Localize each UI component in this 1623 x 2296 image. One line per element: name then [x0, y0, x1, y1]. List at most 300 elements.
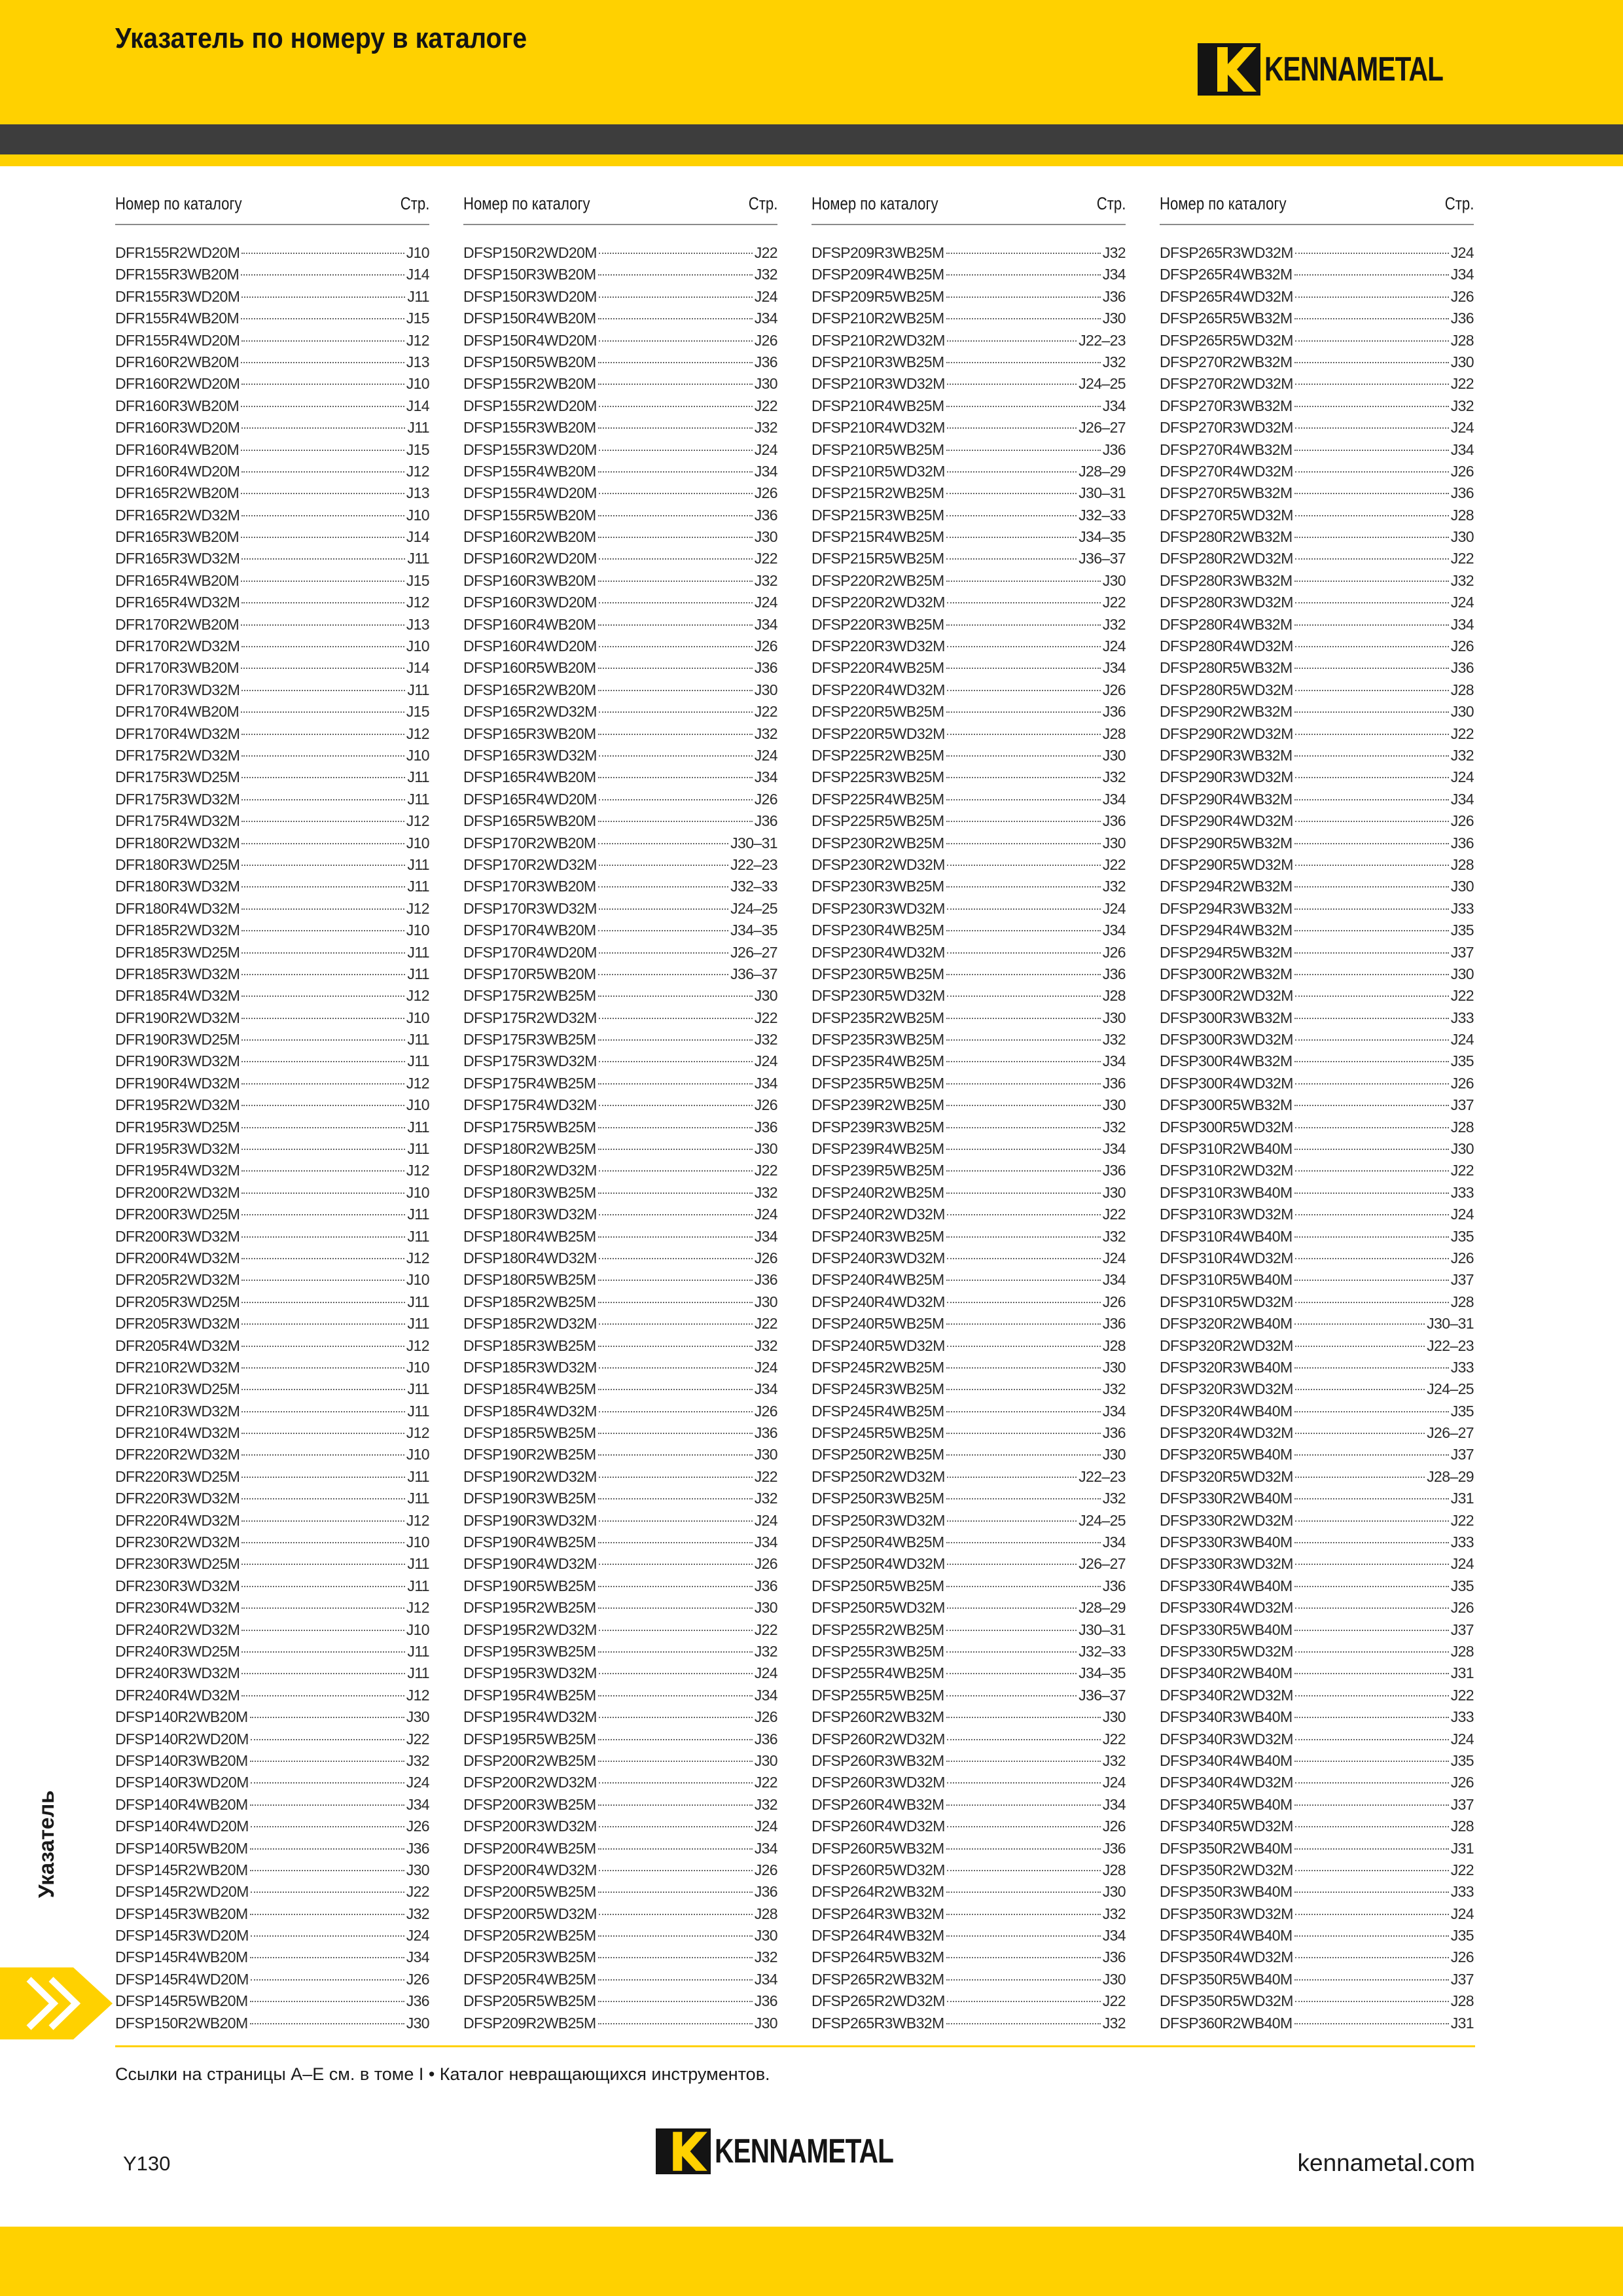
page-reference: J37 [1450, 1621, 1474, 1638]
list-item [115, 854, 429, 876]
catalog-number: DFR185R2WD32M [115, 922, 240, 939]
dot-leader [946, 1673, 1077, 1674]
page-reference: J26 [1450, 1249, 1474, 1266]
dot-leader [1295, 471, 1449, 473]
page-reference: J26 [1450, 812, 1474, 830]
page-reference: J11 [407, 965, 429, 982]
catalog-number: DFR200R3WD32M [115, 1227, 240, 1245]
list-item [1160, 308, 1474, 329]
page-reference: J34–35 [730, 922, 777, 939]
page-reference: J24 [1102, 1249, 1126, 1266]
catalog-number: DFSP240R5WB25M [812, 1315, 944, 1333]
list-item [1160, 1204, 1474, 1225]
page-reference: J34 [754, 1970, 777, 1988]
dot-leader [599, 952, 728, 954]
list-item [812, 1794, 1126, 1816]
list-item [463, 439, 777, 461]
list-item [463, 1182, 777, 1204]
list-item [115, 723, 429, 745]
list-item [463, 286, 777, 308]
page-reference: J24 [754, 1818, 777, 1835]
list-item [463, 1357, 777, 1378]
dot-leader [946, 2023, 1101, 2024]
list-item [1160, 1597, 1474, 1619]
dot-leader [599, 1323, 753, 1325]
dot-leader [241, 581, 404, 582]
page-reference: J26–27 [1427, 1424, 1474, 1442]
dot-leader [1294, 886, 1449, 888]
page-reference: J30 [406, 1861, 429, 1878]
list-item [1160, 942, 1474, 963]
list-item [812, 373, 1126, 395]
catalog-number: DFSP225R4WB25M [812, 790, 944, 808]
dot-leader [1294, 1236, 1449, 1238]
dot-leader [241, 1258, 404, 1259]
page-reference: J32 [1450, 571, 1474, 589]
dot-leader [250, 1717, 404, 1718]
list-item [1160, 1729, 1474, 1750]
catalog-number: DFSP235R3WB25M [812, 1031, 944, 1049]
dot-leader [241, 624, 404, 626]
catalog-number: DFR240R4WD32M [115, 1686, 240, 1704]
page-reference: J36 [406, 1839, 429, 1857]
dot-leader [241, 296, 405, 298]
dot-leader [946, 1039, 1101, 1041]
page-reference: J30–31 [1079, 1621, 1126, 1638]
page-reference: J24 [754, 594, 777, 611]
page-reference: J28 [1450, 1992, 1474, 2010]
page-reference: J12 [406, 1686, 429, 1704]
catalog-number: DFSP294R3WB32M [1160, 899, 1293, 917]
page-reference: J22 [754, 1162, 777, 1179]
dot-leader [1294, 668, 1449, 669]
dot-leader [599, 340, 753, 342]
catalog-number: DFSP245R5WB25M [812, 1424, 944, 1442]
catalog-number: DFSP150R2WB20M [115, 2014, 248, 2032]
list-item [812, 1575, 1126, 1597]
page-reference: J32 [754, 1183, 777, 1201]
list-item [1160, 1969, 1474, 1990]
catalog-number: DFSP270R3WD32M [1160, 419, 1293, 437]
catalog-number: DFSP330R2WB40M [1160, 1490, 1293, 1507]
catalog-number: DFSP165R3WB20M [463, 725, 596, 742]
dot-leader [598, 843, 729, 844]
list-item [1160, 1138, 1474, 1160]
catalog-number: DFSP264R5WB32M [812, 1948, 944, 1966]
catalog-number: DFSP200R2WB25M [463, 1751, 596, 1769]
catalog-number: DFSP340R5WB40M [1160, 1795, 1293, 1813]
list-item [812, 417, 1126, 439]
dot-leader [241, 602, 404, 603]
dot-leader [1295, 1564, 1449, 1565]
catalog-number: DFSP180R4WB25M [463, 1227, 596, 1245]
dot-leader [241, 711, 404, 713]
header-catalog-number: Номер по каталогу [1160, 194, 1287, 213]
website-link[interactable]: kennametal.com [1297, 2149, 1475, 2176]
list-item [1160, 854, 1474, 876]
catalog-number: DFSP190R2WB25M [463, 1446, 596, 1463]
list-item [812, 395, 1126, 417]
page-reference: J34 [406, 1948, 429, 1966]
page-reference: J36 [754, 812, 777, 830]
page-reference: J30 [1450, 703, 1474, 721]
catalog-number: DFSP145R2WD20M [115, 1883, 249, 1901]
side-tab-label: Указатель [34, 1790, 58, 1898]
catalog-number: DFSP280R4WD32M [1160, 637, 1293, 655]
catalog-number: DFSP290R2WB32M [1160, 703, 1293, 721]
catalog-number: DFR240R2WD32M [115, 1621, 240, 1638]
dot-leader [1295, 1346, 1425, 1347]
catalog-number: DFSP190R4WB25M [463, 1534, 596, 1551]
catalog-number: DFSP140R3WB20M [115, 1751, 248, 1769]
catalog-number: DFSP200R3WB25M [463, 1795, 596, 1813]
catalog-number: DFSP150R3WB20M [463, 266, 596, 283]
page-reference: J30 [754, 1927, 777, 1945]
dot-leader [1294, 1018, 1449, 1019]
catalog-number: DFSP185R2WB25M [463, 1293, 596, 1310]
dot-leader [599, 908, 728, 910]
catalog-number: DFR200R2WD32M [115, 1183, 240, 1201]
catalog-number: DFR155R4WD20M [115, 331, 240, 349]
dot-leader [241, 450, 404, 451]
dot-leader [1295, 777, 1449, 778]
catalog-number: DFR165R3WB20M [115, 528, 240, 546]
catalog-number: DFSP140R3WD20M [115, 1774, 249, 1791]
dot-leader [241, 1018, 404, 1019]
page-reference: J28 [1450, 506, 1474, 524]
page-reference: J37 [1450, 1970, 1474, 1988]
catalog-number: DFSP230R3WB25M [812, 878, 944, 895]
catalog-number: DFR205R3WD32M [115, 1315, 240, 1333]
index-column-4 [1160, 185, 1474, 2034]
dot-leader [946, 930, 1101, 931]
catalog-number: DFSP330R3WD32M [1160, 1555, 1293, 1573]
catalog-number: DFSP280R2WD32M [1160, 550, 1293, 567]
page-reference: J22 [1450, 550, 1474, 567]
dot-leader [599, 1411, 753, 1412]
catalog-number: DFSP300R5WB32M [1160, 1096, 1293, 1114]
catalog-number: DFSP230R4WB25M [812, 922, 944, 939]
dot-leader [946, 974, 1101, 975]
page-reference: J32 [1102, 244, 1126, 261]
list-item [115, 898, 429, 920]
catalog-number: DFSP165R2WB20M [463, 681, 596, 698]
list-item [115, 833, 429, 854]
list-item [463, 1466, 777, 1488]
page-reference: J22 [1450, 375, 1474, 393]
dot-leader [598, 690, 753, 691]
list-item [115, 505, 429, 526]
dot-leader [947, 1782, 1101, 1784]
page-reference: J30–31 [730, 834, 777, 852]
dot-leader [947, 602, 1101, 603]
dot-leader [1295, 646, 1449, 647]
list-item [463, 1641, 777, 1662]
page-reference: J34 [754, 310, 777, 327]
catalog-number: DFSP264R3WB32M [812, 1905, 944, 1922]
dot-leader [599, 1214, 753, 1215]
page-reference: J24–25 [1079, 1511, 1126, 1529]
column-header [1160, 185, 1474, 225]
list-item [115, 1532, 429, 1553]
list-item [812, 1029, 1126, 1050]
list-item [1160, 548, 1474, 569]
catalog-number: DFSP215R4WB25M [812, 528, 944, 546]
catalog-number: DFR160R3WB20M [115, 397, 240, 414]
list-item [115, 1488, 429, 1509]
catalog-number: DFSP239R3WB25M [812, 1118, 944, 1136]
page-reference: J22–23 [1079, 1467, 1126, 1485]
header-page: Стр. [1444, 194, 1474, 213]
dot-leader [1295, 734, 1449, 735]
list-item [463, 2013, 777, 2034]
dot-leader [946, 1193, 1101, 1194]
kennametal-k-mark-icon [1198, 43, 1260, 96]
page-reference: J33 [1450, 1358, 1474, 1376]
catalog-number: DFSP320R4WD32M [1160, 1424, 1293, 1442]
catalog-number: DFSP215R5WB25M [812, 550, 944, 567]
catalog-number: DFR165R4WB20M [115, 571, 240, 589]
catalog-number: DFSP170R3WB20M [463, 878, 596, 895]
dot-leader [251, 1979, 404, 1981]
list-item [115, 1182, 429, 1204]
dot-leader [1294, 711, 1449, 713]
page-reference: J31 [1450, 1839, 1474, 1857]
list-item [463, 417, 777, 439]
catalog-number: DFSP310R4WB40M [1160, 1227, 1293, 1245]
catalog-number: DFSP250R4WB25M [812, 1534, 944, 1551]
catalog-number: DFSP270R5WB32M [1160, 484, 1293, 502]
dot-leader [598, 1739, 753, 1740]
catalog-number: DFSP255R3WB25M [812, 1643, 944, 1660]
page-reference: J36 [754, 1992, 777, 2010]
dot-leader [946, 493, 1077, 494]
page-reference: J26 [406, 1818, 429, 1835]
catalog-number: DFSP350R4WB40M [1160, 1927, 1293, 1945]
catalog-number: DFSP170R4WB20M [463, 922, 596, 939]
catalog-number: DFR165R3WD32M [115, 550, 240, 567]
catalog-number: DFR170R2WB20M [115, 615, 240, 633]
catalog-number: DFSP180R4WD32M [463, 1249, 597, 1266]
catalog-number: DFR170R3WB20M [115, 659, 240, 677]
catalog-number: DFSP210R5WB25M [812, 440, 944, 458]
list-item [1160, 1488, 1474, 1509]
list-item [115, 264, 429, 285]
list-item [463, 898, 777, 920]
page-reference: J35 [1450, 922, 1474, 939]
page-reference: J36 [1102, 1315, 1126, 1333]
catalog-number: DFSP220R4WD32M [812, 681, 945, 698]
catalog-number: DFSP225R5WB25M [812, 812, 944, 830]
catalog-number: DFSP215R2WB25M [812, 484, 944, 502]
page-reference: J30 [1102, 1183, 1126, 1201]
list-item [812, 1859, 1126, 1881]
page-reference: J26 [754, 790, 777, 808]
dot-leader [241, 471, 404, 473]
list-item [115, 701, 429, 723]
catalog-number: DFSP185R4WD32M [463, 1402, 597, 1420]
list-item [463, 1117, 777, 1138]
page-reference: J26 [1450, 1599, 1474, 1617]
catalog-number: DFSP175R2WD32M [463, 1009, 597, 1026]
catalog-number: DFSP209R5WB25M [812, 287, 944, 305]
page-reference: J30 [1102, 1970, 1126, 1988]
list-item [1160, 1794, 1474, 1816]
dot-leader [1294, 406, 1449, 407]
page-reference: J12 [406, 1336, 429, 1354]
page-reference: J10 [406, 1183, 429, 1201]
catalog-number: DFSP260R4WB32M [812, 1795, 944, 1813]
catalog-number: DFSP165R4WB20M [463, 768, 596, 786]
catalog-number: DFSP310R2WB40M [1160, 1140, 1293, 1158]
page-reference: J32 [754, 1643, 777, 1660]
list-item [463, 1247, 777, 1269]
dot-leader [598, 318, 753, 319]
list-item [812, 570, 1126, 592]
list-item [812, 351, 1126, 373]
dot-leader [598, 1433, 753, 1434]
list-item [1160, 1685, 1474, 1706]
dot-leader [598, 1127, 753, 1128]
page-reference: J35 [1450, 1927, 1474, 1945]
page-reference: J34 [754, 615, 777, 633]
page-reference: J11 [407, 768, 429, 786]
list-item [115, 439, 429, 461]
page-reference: J28–29 [1079, 462, 1126, 480]
dot-leader [598, 1280, 753, 1281]
catalog-number: DFR170R2WD32M [115, 637, 240, 655]
catalog-number: DFSP240R4WD32M [812, 1293, 945, 1310]
page-reference: J12 [406, 1511, 429, 1529]
list-item [812, 1816, 1126, 1837]
list-item [463, 723, 777, 745]
page-reference: J37 [1450, 1271, 1474, 1289]
page-reference: J33 [1450, 1708, 1474, 1726]
catalog-number: DFSP264R2WB32M [812, 1883, 944, 1901]
dot-leader [241, 340, 404, 342]
list-item [115, 395, 429, 417]
page-reference: J22 [1102, 594, 1126, 611]
list-item [463, 1488, 777, 1509]
catalog-number: DFSP200R5WD32M [463, 1905, 597, 1922]
page-reference: J11 [407, 287, 429, 305]
page-reference: J10 [406, 746, 429, 764]
dot-leader [946, 1170, 1101, 1172]
list-item [812, 1269, 1126, 1291]
list-item [1160, 1990, 1474, 2012]
catalog-number: DFSP150R4WD20M [463, 331, 597, 349]
dot-leader [241, 1170, 404, 1172]
dot-leader [598, 581, 753, 582]
page-reference: J12 [406, 1074, 429, 1092]
dot-leader [241, 1695, 404, 1696]
page-reference: J35 [1450, 1227, 1474, 1245]
list-item [115, 1117, 429, 1138]
page-reference: J26 [1450, 462, 1474, 480]
catalog-number: DFSP180R3WD32M [463, 1206, 597, 1223]
catalog-number: DFSP180R2WD32M [463, 1162, 597, 1179]
page-reference: J33 [1450, 1883, 1474, 1901]
dot-leader [946, 1367, 1101, 1369]
page-reference: J11 [407, 1031, 429, 1049]
catalog-number: DFR210R2WD32M [115, 1358, 240, 1376]
dot-leader [241, 1193, 404, 1194]
page-reference: J26 [754, 1096, 777, 1114]
catalog-number: DFSP294R2WB32M [1160, 878, 1293, 895]
dot-leader [598, 1979, 753, 1981]
dot-leader [599, 1673, 753, 1674]
footer-divider [115, 2045, 1475, 2047]
list-item [812, 1313, 1126, 1335]
dot-leader [947, 690, 1101, 691]
catalog-number: DFSP260R5WD32M [812, 1861, 945, 1878]
dot-leader [241, 886, 405, 888]
page-reference: J34 [1102, 790, 1126, 808]
list-item [115, 308, 429, 329]
catalog-number: DFSP190R3WD32M [463, 1511, 597, 1529]
dot-leader [946, 821, 1101, 822]
page-reference: J24 [1450, 244, 1474, 261]
list-item [463, 1269, 777, 1291]
catalog-number: DFSP290R3WB32M [1160, 746, 1293, 764]
list-item [812, 330, 1126, 351]
page-reference: J32–33 [1079, 506, 1126, 524]
catalog-number: DFSP140R5WB20M [115, 1839, 248, 1857]
page-reference: J32 [754, 1490, 777, 1507]
dot-leader [599, 799, 753, 800]
list-item [115, 1313, 429, 1335]
catalog-number: DFSP205R5WB25M [463, 1992, 596, 2010]
list-item [115, 1247, 429, 1269]
list-item [463, 810, 777, 832]
page-reference: J15 [406, 703, 429, 721]
dot-leader [947, 1826, 1101, 1827]
page-reference: J36 [1450, 834, 1474, 852]
dot-leader [1294, 1061, 1449, 1062]
dot-leader [1294, 1892, 1449, 1893]
page-reference: J26 [754, 637, 777, 655]
page-reference: J36 [754, 1118, 777, 1136]
catalog-number: DFR185R3WD25M [115, 943, 240, 961]
list-item [1160, 1422, 1474, 1444]
catalog-number: DFR200R3WD25M [115, 1206, 240, 1223]
dot-leader [241, 1039, 405, 1041]
list-item [463, 505, 777, 526]
dot-leader [598, 1542, 753, 1543]
catalog-number: DFSP165R3WD32M [463, 746, 597, 764]
list-item [115, 330, 429, 351]
catalog-number: DFSP294R5WB32M [1160, 943, 1293, 961]
catalog-number: DFSP330R5WD32M [1160, 1643, 1293, 1660]
page-reference: J34 [1102, 1140, 1126, 1158]
catalog-number: DFSP290R5WD32M [1160, 855, 1293, 873]
page-reference: J32 [1102, 1227, 1126, 1245]
page-reference: J34 [1102, 1052, 1126, 1070]
page-reference: J35 [1450, 1402, 1474, 1420]
catalog-number: DFSP210R2WB25M [812, 310, 944, 327]
dot-leader [250, 1761, 404, 1762]
list-item [115, 242, 429, 264]
dot-leader [947, 646, 1101, 647]
list-item [463, 308, 777, 329]
dot-leader [947, 1520, 1077, 1522]
catalog-number: DFR240R3WD32M [115, 1664, 240, 1682]
header-catalog-number: Номер по каталогу [115, 194, 242, 213]
list-item [812, 1619, 1126, 1641]
dot-leader [241, 843, 404, 844]
page-reference: J26 [1450, 1948, 1474, 1966]
list-item [1160, 1838, 1474, 1859]
